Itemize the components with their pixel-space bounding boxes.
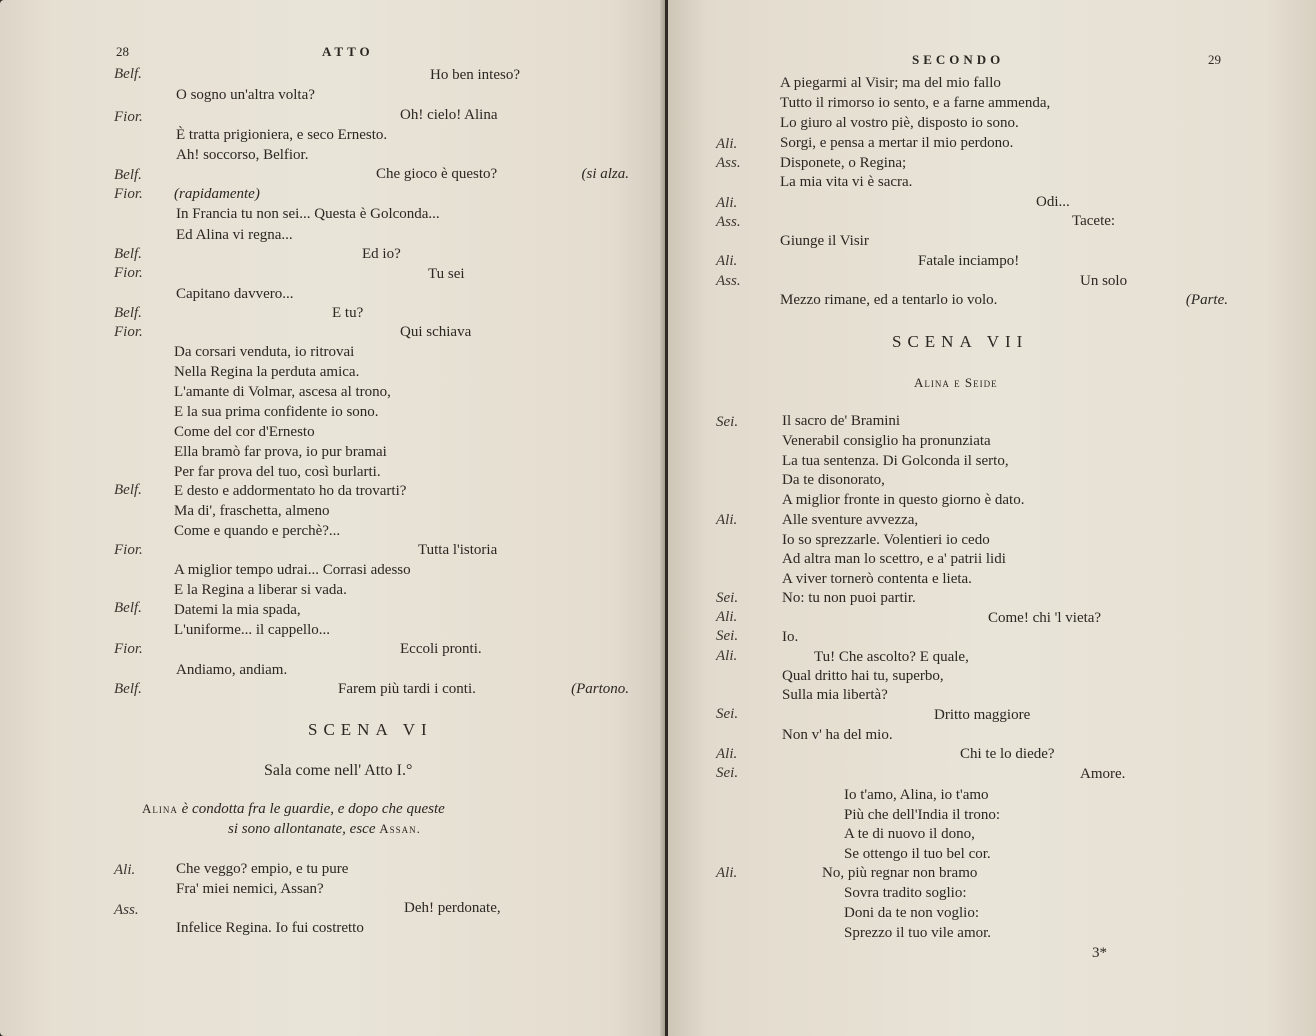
speaker-label: Sei. — [716, 414, 739, 430]
verse-line — [174, 561, 411, 579]
speaker-label: Ali. — [716, 512, 738, 528]
scene-characters: Alina e Seide — [914, 375, 998, 390]
verse-text: Ma di', fraschetta, almeno — [174, 503, 330, 519]
speaker-label: Fior. — [114, 186, 143, 202]
verse-line — [782, 491, 1024, 509]
verse-line — [844, 825, 975, 843]
verse-line — [332, 304, 363, 322]
verse-line — [430, 66, 520, 84]
speaker-label: Fior. — [114, 109, 143, 125]
verse-line — [844, 904, 979, 922]
stage-direction-cont — [228, 820, 421, 838]
verse-line — [782, 628, 798, 646]
stage-direction-text: si sono allontanate, esce — [228, 821, 376, 837]
verse-line — [1080, 272, 1127, 290]
speaker-label: Fior. — [114, 324, 143, 340]
verse-text: Odi... — [1036, 194, 1070, 210]
verse-text: A miglior fronte in questo giorno è dato. — [782, 492, 1025, 508]
verse-text: Tacete: — [1072, 213, 1116, 229]
verse-line — [1036, 193, 1070, 211]
verse-line — [782, 412, 900, 430]
verse-text: E la Regina a liberar si vada. — [174, 582, 347, 598]
verse-text: Chi te lo diede? — [960, 746, 1055, 762]
scene-heading: SCENA VII — [892, 332, 1029, 351]
verse-text: Datemi la mia spada, — [174, 602, 301, 618]
verse-line — [362, 245, 401, 263]
verse-text: Da te disonorato, — [782, 472, 885, 488]
verse-text: Ella bramò far prova, io pur bramai — [174, 444, 387, 460]
verse-line — [400, 323, 471, 341]
verse-text: A piegarmi al Visir; ma del mio fallo — [780, 75, 1001, 91]
verse-line — [782, 471, 885, 489]
verse-line — [782, 589, 916, 607]
verse-line — [404, 899, 501, 917]
verse-text: Come del cor d'Ernesto — [174, 424, 315, 440]
verse-text: No, più regnar non bramo — [822, 865, 978, 881]
speaker-label: Fior. — [114, 265, 143, 281]
verse-line — [782, 432, 991, 450]
verse-line — [780, 94, 1050, 112]
verse-line — [780, 291, 997, 309]
verse-line — [780, 114, 1019, 132]
verse-text: Per far prova del tuo, così burlarti. — [174, 464, 381, 480]
speaker-label: Belf. — [114, 305, 142, 321]
verse-line — [782, 570, 972, 588]
speaker-label: Belf. — [114, 246, 142, 262]
verse-text: La mia vita vi è sacra. — [780, 174, 913, 190]
verse-line — [174, 581, 347, 599]
running-header: SECONDO — [912, 52, 1005, 67]
verse-line — [428, 265, 465, 283]
verse-line — [780, 74, 1001, 92]
verse-text: Sprezzo il tuo vile amor. — [844, 925, 992, 941]
speaker-label: Ali. — [716, 136, 738, 152]
stage-direction: (Partono. — [571, 681, 629, 697]
verse-text: Giunge il Visir — [780, 233, 869, 249]
verse-line — [176, 86, 315, 104]
running-header: ATTO — [322, 44, 374, 59]
verse-line — [176, 126, 387, 144]
speaker-label: Ali. — [716, 746, 738, 762]
verse-text: Qual dritto hai tu, superbo, — [782, 668, 944, 684]
verse-text: Ad altra man lo scettro, e a' patrii lidi — [782, 551, 1006, 567]
verse-text: (rapidamente) — [174, 186, 260, 202]
verse-line — [376, 165, 497, 183]
verse-line — [174, 482, 406, 500]
verse-line — [174, 601, 301, 619]
verse-line — [782, 452, 1009, 470]
verse-line — [174, 621, 330, 639]
verse-text: A viver tornerò contenta e lieta. — [782, 571, 972, 587]
verse-line — [844, 786, 989, 804]
verse-text: A te di nuovo il dono, — [844, 826, 975, 842]
verse-text: Fra' miei nemici, Assan? — [176, 881, 324, 897]
verse-text: Sulla mia libertà? — [782, 687, 888, 703]
stage-direction: (Parte. — [1185, 292, 1228, 308]
verse-text: Disponete, o Regina; — [780, 155, 907, 171]
verse-line — [174, 522, 340, 540]
verse-line — [782, 667, 944, 685]
verse-line — [782, 550, 1006, 568]
verse-line — [176, 285, 293, 303]
right-page — [668, 0, 1316, 1036]
speaker-label: Belf. — [114, 681, 142, 697]
stage-direction — [142, 800, 445, 818]
verse-text: Doni da te non voglio: — [844, 905, 979, 921]
verse-text: Ah! soccorso, Belfior. — [176, 147, 309, 163]
verse-text: E la sua prima confidente io sono. — [174, 404, 379, 420]
verse-text: A miglior tempo udrai... Corrasi adesso — [174, 562, 411, 578]
verse-text: Come e quando e perchè?... — [174, 523, 341, 539]
verse-text: Io t'amo, Alina, io t'amo — [844, 787, 989, 803]
verse-line — [176, 919, 364, 937]
verse-text: Non v' ha del mio. — [782, 727, 893, 743]
verse-text: Io so sprezzarle. Volentieri io cedo — [782, 532, 990, 548]
verse-line — [1080, 765, 1125, 783]
speaker-label: Ali. — [716, 648, 738, 664]
verse-line — [782, 511, 918, 529]
verse-line — [780, 173, 912, 191]
verse-text: Qui schiava — [400, 324, 472, 340]
speaker-label: Ali. — [716, 253, 738, 269]
verse-text: L'uniforme... il cappello... — [174, 622, 330, 638]
verse-text: Sorgi, e pensa a mertar il mio perdono. — [780, 135, 1014, 151]
verse-line — [780, 134, 1013, 152]
verse-line — [844, 806, 1000, 824]
verse-line — [822, 864, 977, 882]
verse-line — [176, 205, 440, 223]
verse-line — [780, 232, 869, 250]
verse-line — [176, 226, 293, 244]
stage-direction: (si alza. — [581, 166, 629, 182]
verse-line — [418, 541, 497, 559]
verse-text: Fatale inciampo! — [918, 253, 1020, 269]
speaker-label: Ass. — [716, 214, 741, 230]
verse-text: Ed Alina vi regna... — [176, 227, 293, 243]
signature-mark: 3* — [1092, 945, 1107, 961]
verse-line — [338, 680, 476, 698]
verse-text: Amore. — [1080, 766, 1126, 782]
verse-line — [174, 383, 391, 401]
speaker-label: Fior. — [114, 641, 143, 657]
verse-line — [918, 252, 1019, 270]
speaker-label: Belf. — [114, 482, 142, 498]
verse-text: Un solo — [1080, 273, 1128, 289]
verse-text: Come! chi 'l vieta? — [988, 610, 1102, 626]
verse-text: È tratta prigioniera, e seco Ernesto. — [176, 127, 388, 143]
verse-text: Che veggo? empio, e tu pure — [176, 861, 349, 877]
verse-line — [174, 423, 315, 441]
verse-text: Che gioco è questo? — [376, 166, 498, 182]
verse-line — [1072, 212, 1115, 230]
verse-text: No: tu non puoi partir. — [782, 590, 916, 606]
speaker-label: Ali. — [716, 195, 738, 211]
verse-text: Dritto maggiore — [934, 707, 1031, 723]
verse-text: Deh! perdonate, — [404, 900, 501, 916]
verse-line — [782, 531, 990, 549]
speaker-label: Belf. — [114, 66, 142, 82]
verse-line — [176, 860, 348, 878]
speaker-label: Ali. — [114, 862, 136, 878]
verse-line — [844, 884, 967, 902]
verse-text: Più che dell'India il trono: — [844, 807, 1001, 823]
verse-text: L'amante di Volmar, ascesa al trono, — [174, 384, 391, 400]
verse-line — [814, 648, 969, 666]
verse-text: La tua sentenza. Di Golconda il serto, — [782, 453, 1009, 469]
verse-text: Sovra tradito soglio: — [844, 885, 967, 901]
verse-text: Capitano davvero... — [176, 286, 294, 302]
verse-line — [176, 880, 324, 898]
verse-text: Andiamo, andiam. — [176, 662, 288, 678]
character-name: Assan. — [379, 821, 421, 836]
verse-line — [400, 640, 482, 658]
verse-text: Eccoli pronti. — [400, 641, 482, 657]
page-number: 28 — [116, 44, 129, 59]
verse-line — [174, 502, 330, 520]
verse-text: Oh! cielo! Alina — [400, 107, 498, 123]
verse-line — [176, 146, 308, 164]
speaker-label: Ali. — [716, 609, 738, 625]
verse-text: Tu sei — [428, 266, 465, 282]
verse-text: E tu? — [332, 305, 364, 321]
verse-line — [934, 706, 1030, 724]
verse-text: E desto e addormentato ho da trovarti? — [174, 483, 407, 499]
speaker-label: Belf. — [114, 167, 142, 183]
verse-text: Tutto il rimorso io sento, e a farne ammenda, — [780, 95, 1051, 111]
verse-text: Tutta l'istoria — [418, 542, 498, 558]
speaker-label: Sei. — [716, 765, 739, 781]
verse-line — [174, 403, 379, 421]
verse-text: Lo giuro al vostro piè, disposto io sono. — [780, 115, 1019, 131]
verse-text: Ho ben inteso? — [430, 67, 520, 83]
verse-line — [844, 924, 991, 942]
verse-line — [174, 343, 354, 361]
verse-text: Ed io? — [362, 246, 401, 262]
speaker-label: Ali. — [716, 865, 738, 881]
verse-text: Se ottengo il tuo bel cor. — [844, 846, 991, 862]
verse-text: In Francia tu non sei... Questa è Golconda... — [176, 206, 440, 222]
speaker-label: Sei. — [716, 706, 739, 722]
verse-line — [176, 661, 287, 679]
verse-line — [960, 745, 1055, 763]
verse-line — [988, 609, 1101, 627]
scene-setting: Sala come nell' Atto I.° — [264, 762, 413, 779]
verse-text: Tu! Che ascolto? E quale, — [814, 649, 969, 665]
verse-text: Infelice Regina. Io fui costretto — [176, 920, 364, 936]
verse-line — [174, 185, 260, 203]
verse-line — [400, 106, 497, 124]
speaker-label: Fior. — [114, 542, 143, 558]
verse-text: O sogno un'altra volta? — [176, 87, 315, 103]
verse-text: Il sacro de' Bramini — [782, 413, 901, 429]
verse-line — [174, 363, 359, 381]
verse-text: Nella Regina la perduta amica. — [174, 364, 360, 380]
verse-text: Venerabil consiglio ha pronunziata — [782, 433, 991, 449]
verse-line — [780, 154, 906, 172]
verse-text: Alle sventure avvezza, — [782, 512, 919, 528]
page-number: 29 — [1208, 52, 1221, 67]
speaker-label: Ass. — [114, 902, 139, 918]
verse-text: Farem più tardi i conti. — [338, 681, 476, 697]
speaker-label: Sei. — [716, 590, 739, 606]
character-name: Alina — [142, 801, 178, 816]
speaker-label: Ass. — [716, 273, 741, 289]
speaker-label: Sei. — [716, 628, 739, 644]
stage-direction-text: è condotta fra le guardie, e dopo che queste — [181, 801, 445, 817]
verse-text: Mezzo rimane, ed a tentarlo io volo. — [780, 292, 998, 308]
speaker-label: Belf. — [114, 600, 142, 616]
verse-line — [174, 443, 387, 461]
verse-line — [844, 845, 991, 863]
verse-line — [782, 726, 893, 744]
speaker-label: Ass. — [716, 155, 741, 171]
verse-line — [782, 686, 888, 704]
verse-text: Io. — [782, 629, 799, 645]
verse-line — [174, 463, 381, 481]
verse-text: Da corsari venduta, io ritrovai — [174, 344, 355, 360]
scene-heading: SCENA VI — [308, 720, 433, 739]
